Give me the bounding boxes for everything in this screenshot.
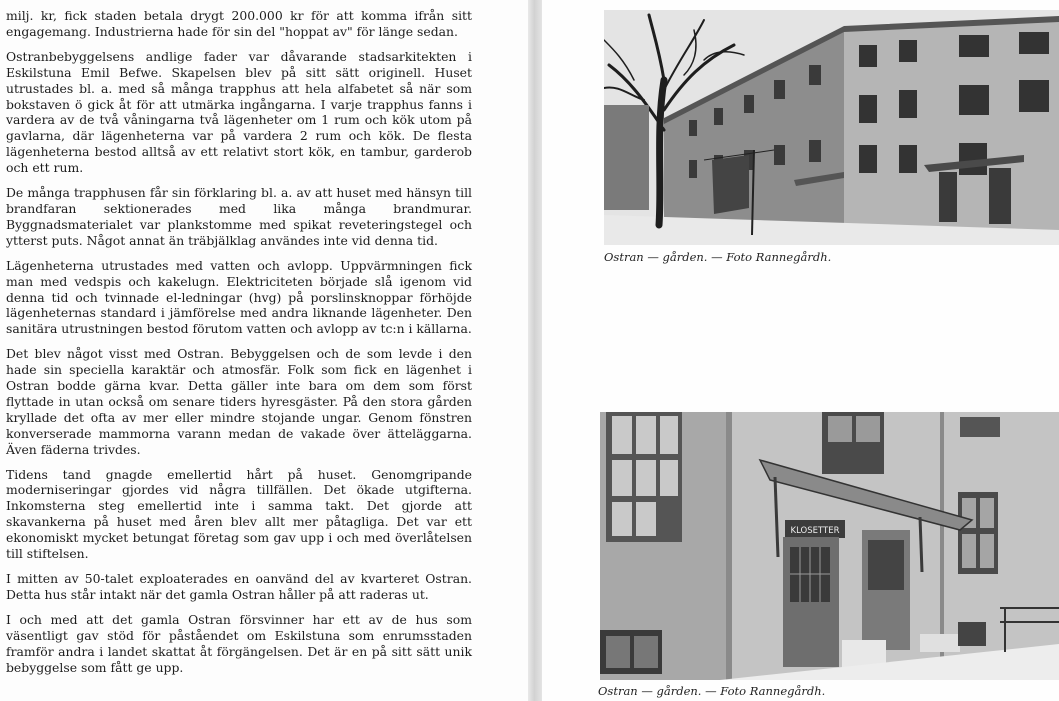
paragraph: I och med att det gamla Ostran försvinner har ett av de hus som väsentligt gav stöd för påståendet om Eskilstuna som enrumsstaden framför andra i landet skattat åt förgängelsen. Det är en på sitt sätt unik bebyggelse som fått ge upp. — [6, 611, 472, 675]
paragraph: Ostranbebyggelsens andlige fader var dåvarande stadsarkitekten i Eskilstuna Emil Befwe. Skapelsen blev på sitt sätt originell. Huset utrustades bl. a. med så många trapphus att hela alfabetet så när som bokstaven ö gick åt för att utmärka ingångarna. I varje trapphus fanns i vardera av de två våningarna två lägenheter om 1 rum och kök utom på gavlarna, där lägenheterna var på vardera 2 rum och kök. De flesta lägenheterna bestod alltså av ett relativt stort kök, en tambur, garderob och ett rum. — [6, 48, 472, 176]
paragraph: Lägenheterna utrustades med vatten och avlopp. Uppvärmningen fick man med vedspis och kakelugn. Elektriciteten började slå igenom vid denna tid och tvinnade el-ledningar (hvg) på porslinsknoppar förhöjde lägenheternas standard i jämförelse med andra liknande lägenheter. Den sanitära utrustningen bestod förutom vatten och avlopp av tc:n i källarna. — [6, 257, 472, 337]
photo-caption: Ostran — gården. — Foto Rannegårdh. — [604, 250, 832, 264]
photo-courtyard-facade — [604, 10, 1059, 245]
photo-caption: Ostran — gården. — Foto Rannegårdh. — [598, 684, 826, 698]
photo-courtyard-facade-image — [604, 10, 1059, 245]
right-page — [542, 0, 1059, 701]
paragraph: Tidens tand gnagde emellertid hårt på huset. Genomgripande moderniseringar gjordes vid några tillfällen. Det ökade utgifterna. Inkomsterna steg emellertid inte i samma takt. Det gjorde att skavankerna på huset med åren blev allt mer påtagliga. Det var ett ekonomiskt mycket betungat företag som gav upp i och med överlåtelsen till stiftelsen. — [6, 466, 472, 562]
book-gutter — [528, 0, 542, 701]
article-text — [6, 8, 472, 684]
paragraph: I mitten av 50-talet exploaterades en oanvänd del av kvarteret Ostran. Detta hus står intakt när det gamla Ostran håller på att raderas ut. — [6, 571, 472, 602]
photo-klosetter-entrance-image — [600, 412, 1059, 680]
photo-klosetter-entrance — [600, 412, 1059, 680]
paragraph: milj. kr, fick staden betala drygt 200.000 kr för att komma ifrån sitt engagemang. Industrierna hade för sin del "hoppat av" för länge sedan. — [6, 8, 472, 39]
paragraph: De många trapphusen får sin förklaring bl. a. av att huset med hänsyn till brandfaran sektionerades med lika många brandmurar. Byggnadsmaterialet var plankstomme med spikat reveteringstegel och ytterst puts. Något annat än träbjälklag användes inte vid denna tid. — [6, 185, 472, 248]
left-page — [0, 0, 528, 701]
paragraph: Det blev något visst med Ostran. Bebyggelsen och de som levde i den hade sin speciella karaktär och atmosfär. Folk som fick en lägenhet i Ostran bodde gärna kvar. Detta gäller inte bara om dem som först flyttade in utan också om senare tiders hyresgäster. På den stora gården kryllade det ofta av mer eller mindre stojande ungar. Genom fönstren konverserade mammorna varann medan de vakade över ätteläggarna. Även fäderna trivdes. — [6, 346, 472, 457]
klosetter-sign: KLOSETTER — [790, 526, 840, 536]
